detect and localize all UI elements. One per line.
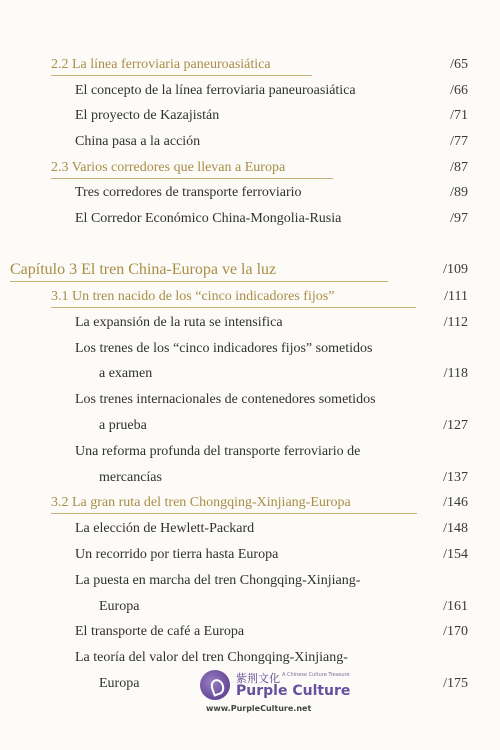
- toc-page-number: /170: [443, 624, 468, 639]
- toc-page-number: /137: [443, 470, 468, 485]
- toc-entry-title: Un recorrido por tierra hasta Europa: [75, 547, 279, 562]
- toc-page-number: /109: [443, 262, 468, 277]
- toc-section-title: 3.2 La gran ruta del tren Chongqing-Xinjiang-Europa: [51, 495, 351, 510]
- chapter-underline: [10, 281, 388, 282]
- toc-entry[interactable]: [0, 517, 500, 541]
- toc-page-number: /97: [450, 211, 468, 226]
- purple-culture-watermark: [196, 668, 386, 720]
- toc-page-number: /154: [443, 547, 468, 562]
- toc-entry[interactable]: [0, 104, 500, 128]
- toc-entry-title: El Corredor Económico China-Mongolia-Rusia: [75, 211, 342, 226]
- toc-entry[interactable]: [0, 79, 500, 103]
- toc-entry-title-continued: a prueba: [99, 418, 147, 433]
- toc-page-number: /118: [443, 366, 468, 381]
- toc-entry-title: La elección de Hewlett-Packard: [75, 521, 255, 536]
- toc-entry-title: El transporte de café a Europa: [75, 624, 245, 639]
- toc-entry-title: Tres corredores de transporte ferroviario: [75, 185, 302, 200]
- toc-entry-title-continued: mercancías: [99, 470, 162, 485]
- toc-page-number: /71: [450, 108, 468, 123]
- toc-entry[interactable]: [0, 130, 500, 154]
- toc-section-3-2[interactable]: [0, 491, 500, 515]
- toc-entry-line1[interactable]: [0, 569, 500, 593]
- toc-entry-title: China pasa a la acción: [75, 134, 201, 149]
- toc-entry[interactable]: [0, 620, 500, 644]
- toc-section-3-1[interactable]: [0, 285, 500, 309]
- toc-entry-line1[interactable]: [0, 337, 500, 361]
- toc-entry-line1[interactable]: [0, 646, 500, 670]
- purple-culture-logo-icon: [200, 670, 230, 700]
- toc-section-2-2[interactable]: [0, 53, 500, 77]
- toc-page-number: /146: [443, 495, 468, 510]
- toc-page-number: /175: [443, 676, 468, 691]
- toc-page-number: /148: [443, 521, 468, 536]
- toc-entry-title: Los trenes internacionales de contenedores sometidos: [75, 392, 376, 407]
- toc-entry-line2[interactable]: [0, 362, 500, 386]
- toc-page-number: /127: [443, 418, 468, 433]
- toc-entry-line2[interactable]: [0, 414, 500, 438]
- toc-entry[interactable]: [0, 543, 500, 567]
- toc-entry-title: El concepto de la línea ferroviaria paneuroasiática: [75, 83, 356, 98]
- toc-chapter-title: Capítulo 3 El tren China-Europa ve la luz: [10, 261, 277, 278]
- toc-page-number: /65: [450, 57, 468, 72]
- toc-entry[interactable]: [0, 311, 500, 335]
- toc-entry[interactable]: [0, 181, 500, 205]
- toc-page-number: /112: [443, 315, 468, 330]
- toc-entry-title-continued: Europa: [99, 676, 140, 691]
- toc-entry-title: Los trenes de los “cinco indicadores fijos” sometidos: [75, 341, 373, 356]
- toc-entry-line2[interactable]: [0, 466, 500, 490]
- toc-page-number: /161: [443, 599, 468, 614]
- toc-page-number: /111: [444, 289, 468, 304]
- section-underline: [51, 178, 333, 179]
- toc-page-number: /66: [450, 83, 468, 98]
- toc-page-number: /77: [450, 134, 468, 149]
- toc-section-title: 2.2 La línea ferroviaria paneuroasiática: [51, 57, 271, 72]
- toc-chapter-3[interactable]: [0, 258, 500, 282]
- toc-entry-title: El proyecto de Kazajistán: [75, 108, 220, 123]
- toc-entry-title: Una reforma profunda del transporte ferroviario de: [75, 444, 361, 459]
- toc-entry[interactable]: [0, 207, 500, 231]
- toc-entry-title-continued: a examen: [99, 366, 153, 381]
- toc-entry-line1[interactable]: [0, 388, 500, 412]
- watermark-chinese-text: 紫荆文化: [236, 672, 280, 685]
- toc-entry-title: La teoría del valor del tren Chongqing-Xinjiang-: [75, 650, 348, 665]
- section-underline: [51, 307, 416, 308]
- toc-section-title: 2.3 Varios corredores que llevan a Europa: [51, 160, 286, 175]
- section-underline: [51, 513, 417, 514]
- section-underline: [51, 75, 312, 76]
- toc-entry-line1[interactable]: [0, 440, 500, 464]
- toc-page-number: /87: [450, 160, 468, 175]
- watermark-brand: Purple Culture: [236, 683, 351, 699]
- toc-page-number: /89: [450, 185, 468, 200]
- toc-entry-title: La expansión de la ruta se intensifica: [75, 315, 283, 330]
- toc-section-title: 3.1 Un tren nacido de los “cinco indicadores fijos”: [51, 289, 335, 304]
- toc-entry-title: La puesta en marcha del tren Chongqing-Xinjiang-: [75, 573, 361, 588]
- watermark-tagline: A Chinese Culture Treasure: [282, 672, 350, 678]
- toc-entry-line2[interactable]: [0, 595, 500, 619]
- toc-entry-title-continued: Europa: [99, 599, 140, 614]
- watermark-url: www.PurpleCulture.net: [206, 704, 312, 713]
- toc-section-2-3[interactable]: [0, 156, 500, 180]
